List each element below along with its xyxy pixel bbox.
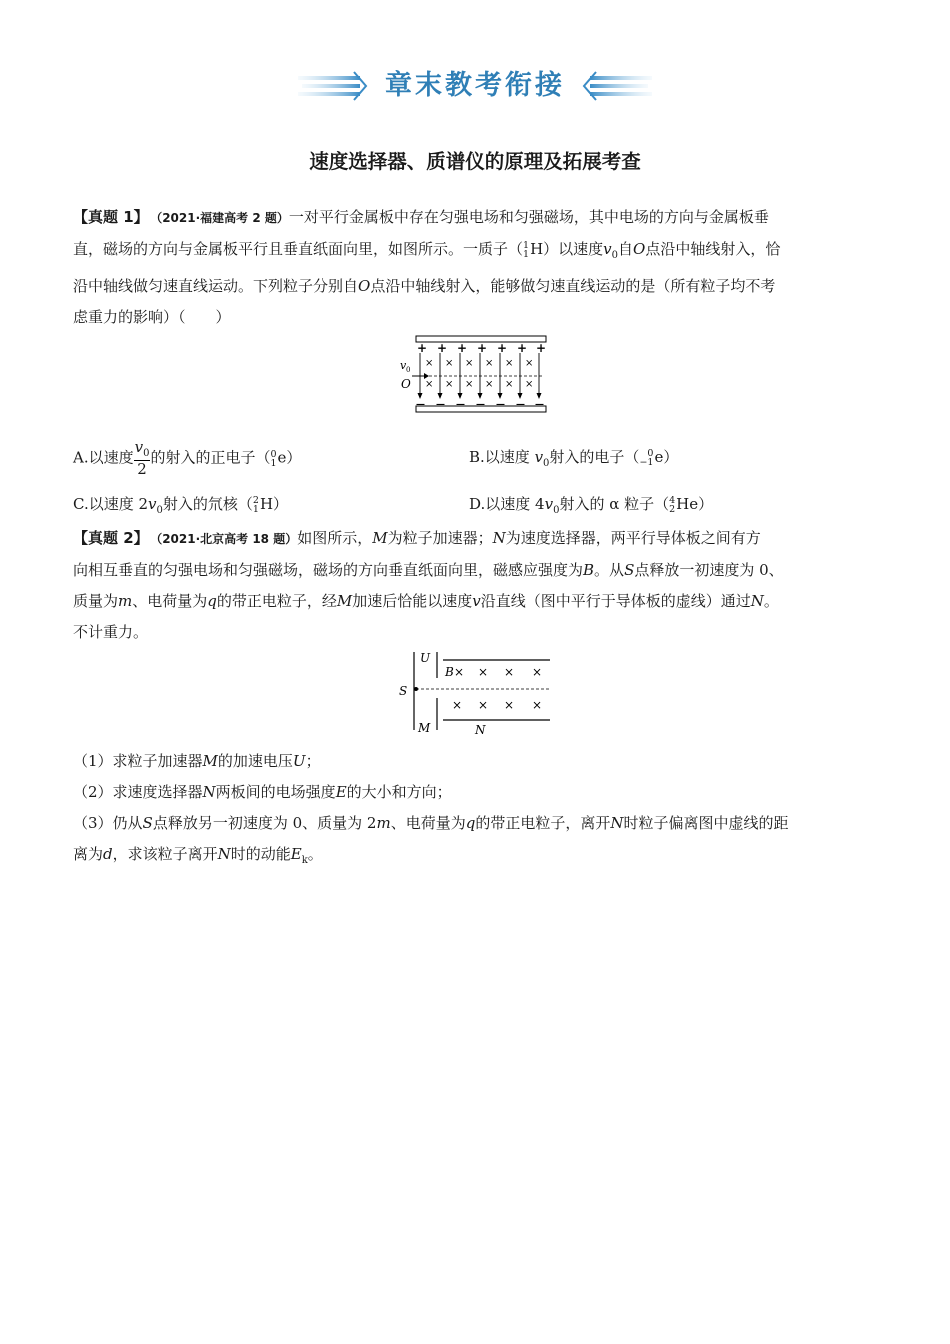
nuclide-charge: 2 — [669, 504, 676, 515]
nuclide-electron — [639, 449, 653, 467]
fig-M-label: M — [418, 721, 431, 735]
var-M: M — [372, 529, 388, 547]
q2-text: 加速后恰能以速度 — [352, 592, 473, 610]
q1-source: （2021·福建高考 2 题） — [156, 211, 289, 225]
field-lines — [416, 341, 546, 410]
var-S: S — [624, 561, 635, 579]
magnetic-cross: × — [532, 665, 543, 679]
q2-text: 质量为 — [73, 592, 119, 610]
option-text: ） — [663, 448, 679, 466]
var-m: m — [118, 592, 133, 610]
var-v: v — [148, 495, 157, 513]
magnetic-cross: × — [425, 358, 434, 369]
plus-sign: + — [536, 341, 547, 355]
var-N: N — [217, 845, 231, 863]
nuclide-mass: 4 — [669, 495, 676, 506]
q1-line-4 — [73, 302, 883, 333]
sub-text: 。 — [307, 845, 323, 863]
question-2 — [73, 523, 883, 648]
q2-text: 、电荷量为 — [132, 592, 208, 610]
var-N: N — [202, 783, 216, 801]
plus-sign: + — [437, 341, 448, 355]
section-heading: 速度选择器、质谱仪的原理及拓展考查 — [309, 150, 641, 173]
q2-text: 向相互垂直的匀强电场和匀强磁场，磁场的方向垂直纸面向里，磁感应强度为 — [73, 561, 584, 579]
plus-sign: + — [497, 341, 508, 355]
magnetic-cross: × — [478, 665, 489, 679]
var-v: v — [603, 240, 612, 258]
var-M: M — [336, 592, 353, 610]
q2-line-2 — [73, 555, 883, 586]
q2-line-3 — [73, 586, 883, 617]
var-sub: k — [301, 855, 308, 866]
option-text: D.以速度 4 — [469, 495, 545, 513]
var-q: q — [207, 592, 217, 610]
q1-line-2 — [73, 234, 883, 271]
sub-text: 点释放另一初速度为 0、质量为 2 — [152, 814, 377, 832]
option-text: ） — [698, 495, 714, 513]
field-arrowhead — [518, 393, 523, 399]
q1-text: ）以速度 — [543, 240, 604, 258]
var-N: N — [610, 814, 624, 832]
q2-text: 不计重力。 — [73, 623, 149, 641]
plus-sign: + — [517, 341, 528, 355]
sub-text: 的大小和方向； — [346, 783, 452, 801]
minus-sign: — — [476, 400, 485, 410]
plus-sign: + — [417, 341, 428, 355]
nuclide-charge: 1 — [252, 504, 259, 515]
q2-text: 沿直线（图中平行于导体板的虚线）通过 — [480, 592, 751, 610]
field-arrowhead — [418, 393, 423, 399]
option-A[interactable] — [73, 440, 301, 477]
fig-v0-label: v — [400, 359, 407, 372]
nuclide-alpha — [669, 496, 675, 514]
proton-nuclide — [523, 241, 529, 259]
option-text: 射入的氘核（ — [162, 495, 253, 513]
question-1 — [73, 202, 883, 333]
nuclide-symbol: H — [530, 240, 544, 258]
q1-text: 虑重力的影响）（ ） — [73, 308, 231, 326]
var-B: B — [583, 561, 595, 579]
q2-text: 的带正电粒子，经 — [216, 592, 337, 610]
option-text: ） — [273, 495, 289, 513]
field-arrowhead — [478, 393, 483, 399]
q2-text: 为粒子加速器； — [387, 529, 493, 547]
q1-text: 直，磁场的方向与金属板平行且垂直纸面向里，如图所示。一质子（ — [73, 240, 524, 258]
nuclide-mass: 1 — [523, 240, 530, 251]
var-m: m — [376, 814, 391, 832]
minus-sign: — — [456, 400, 465, 410]
fig-N-label: N — [475, 723, 486, 737]
q1-line-1 — [73, 202, 883, 234]
nuclide-charge: 1 — [523, 249, 530, 260]
sub-text: ，求该粒子离开 — [112, 845, 218, 863]
nuclide-deuteron — [253, 496, 259, 514]
sub-text: ； — [305, 752, 321, 770]
field-arrowhead — [498, 393, 503, 399]
subquestion-2 — [73, 777, 883, 808]
q2-subquestions — [73, 746, 883, 876]
field-arrowhead — [458, 393, 463, 399]
frac-den: 2 — [137, 460, 147, 478]
var-N: N — [492, 529, 506, 547]
q2-line-4 — [73, 617, 883, 648]
var-O: O — [633, 240, 646, 258]
fig-v0-sub: 0 — [406, 366, 411, 374]
option-text: 射入的电子（ — [549, 448, 640, 466]
sub-text: 时的动能 — [230, 845, 291, 863]
var-v: v — [472, 592, 481, 610]
magnetic-cross: × — [465, 358, 474, 369]
option-text: C.以速度 2 — [73, 495, 149, 513]
q2-tag: 【真题 2】 — [73, 529, 142, 547]
nuclide-positron — [270, 450, 276, 468]
magnetic-cross: × — [485, 358, 494, 369]
q1-text: 一对平行金属板中存在匀强电场和匀强磁场，其中电场的方向与金属板垂 — [288, 208, 769, 226]
magnetic-cross: × — [452, 698, 463, 712]
q2-text: 如图所示， — [297, 529, 373, 547]
var-Ek: E — [290, 845, 302, 863]
q1-text: 点沿中轴线射入，能够做匀速直线运动的是（所有粒子均不考 — [370, 277, 776, 295]
q1-tag: 【真题 1】 — [73, 208, 142, 226]
magnetic-cross: × — [504, 698, 515, 712]
subquestion-1 — [73, 746, 883, 777]
nuclide-charge: 1 — [270, 457, 277, 469]
var-q: q — [465, 814, 476, 832]
fig-B-label: B — [445, 665, 454, 679]
field-arrowhead — [438, 393, 443, 399]
banner-title: 章末教考衔接 — [385, 70, 565, 101]
magnetic-cross: × — [454, 665, 465, 679]
sub-text: 的加速电压 — [217, 752, 293, 770]
figure-labels — [400, 359, 411, 391]
var-v: v — [544, 495, 554, 513]
frac-num: v — [134, 438, 144, 456]
option-text: 射入的 α 粒子（ — [559, 495, 670, 513]
minus-sign: — — [436, 400, 445, 410]
minus-sign: — — [516, 400, 525, 410]
var-O: O — [358, 277, 371, 295]
magnetic-cross: × — [505, 358, 514, 369]
var-S: S — [142, 814, 153, 832]
magnetic-cross: × — [485, 379, 494, 390]
nuclide-symbol: H — [259, 495, 274, 513]
q2-source: （2021·北京高考 18 题） — [156, 532, 298, 546]
field-arrowhead — [537, 393, 542, 399]
fig-U-label: U — [420, 651, 431, 665]
var-sub: 0 — [553, 505, 560, 516]
q1-line-3 — [73, 271, 883, 302]
magnetic-cross: × — [445, 379, 454, 390]
var-sub: 0 — [543, 458, 550, 469]
magnetic-cross: × — [532, 698, 543, 712]
sub-text: 、电荷量为 — [390, 814, 466, 832]
q1-text: 自 — [618, 240, 634, 258]
option-B[interactable] — [469, 443, 678, 478]
magnetic-cross: × — [504, 665, 515, 679]
q2-text: 为速度选择器，两平行导体板之间有方 — [505, 529, 761, 547]
nuclide-mass: 0 — [270, 448, 277, 460]
q2-line-1 — [73, 523, 883, 555]
magnetic-cross: × — [425, 379, 434, 390]
subquestion-3-cont — [73, 839, 883, 876]
sub-text: 两板间的电场强度 — [215, 783, 336, 801]
option-text: A.以速度 — [73, 448, 134, 467]
nuclide-symbol: e — [654, 448, 664, 466]
figure-velocity-selector-1 — [396, 333, 550, 417]
fig-S-label: S — [399, 684, 408, 698]
var-M: M — [202, 752, 218, 770]
nuclide-mass: 2 — [252, 495, 259, 506]
sub-text: 时粒子偏离图中虚线的距 — [623, 814, 789, 832]
chapter-banner — [298, 66, 652, 106]
magnetic-cross: × — [525, 358, 534, 369]
magnetic-cross: × — [465, 379, 474, 390]
var-v: v — [534, 448, 544, 466]
frac-num-sub: 0 — [143, 448, 150, 459]
magnetic-cross: × — [478, 698, 489, 712]
var-N: N — [750, 592, 764, 610]
option-D[interactable] — [469, 490, 713, 525]
plus-sign: + — [457, 341, 468, 355]
var-d: d — [103, 845, 113, 863]
magnetic-cross: × — [445, 358, 454, 369]
option-text: B.以速度 — [469, 448, 535, 466]
q1-text: 点沿中轴线射入，恰 — [645, 240, 781, 258]
var-E: E — [335, 783, 347, 801]
magnetic-cross: × — [525, 379, 534, 390]
nuclide-symbol: He — [676, 495, 699, 513]
var-U: U — [292, 752, 306, 770]
magnetic-cross: × — [505, 379, 514, 390]
sub-text: （1）求粒子加速器 — [73, 752, 203, 770]
q1-text: 沿中轴线做匀速直线运动。下列粒子分别自 — [73, 277, 359, 295]
magnetic-field-crosses — [452, 665, 542, 712]
sub-text: 离为 — [73, 845, 104, 863]
option-text: 的射入的正电子（ — [150, 448, 271, 467]
var-sub: 0 — [156, 505, 163, 516]
fraction-v0-over-2 — [134, 440, 151, 477]
sub-text: 的带正电粒子，离开 — [475, 814, 611, 832]
minus-sign: — — [416, 400, 425, 410]
nuclide-mass: 0 — [647, 448, 654, 459]
subquestion-3 — [73, 808, 883, 839]
minus-sign: — — [496, 400, 505, 410]
plus-sign: + — [477, 341, 488, 355]
sub-text: （2）求速度选择器 — [73, 783, 203, 801]
sub-text: （3）仍从 — [73, 814, 143, 832]
q2-text: 点释放一初速度为 0、 — [634, 561, 784, 579]
option-C[interactable] — [73, 490, 288, 525]
nuclide-symbol: e — [277, 448, 287, 467]
option-text: ） — [286, 448, 302, 467]
figure-accelerator-selector — [396, 648, 556, 740]
source-point — [414, 687, 418, 691]
minus-sign: — — [535, 400, 544, 410]
nuclide-charge: −1 — [639, 457, 654, 468]
q2-text: 。从 — [594, 561, 625, 579]
q2-text: 。 — [763, 592, 779, 610]
var-sub: 0 — [611, 250, 619, 261]
fig-O-label: O — [401, 377, 411, 391]
